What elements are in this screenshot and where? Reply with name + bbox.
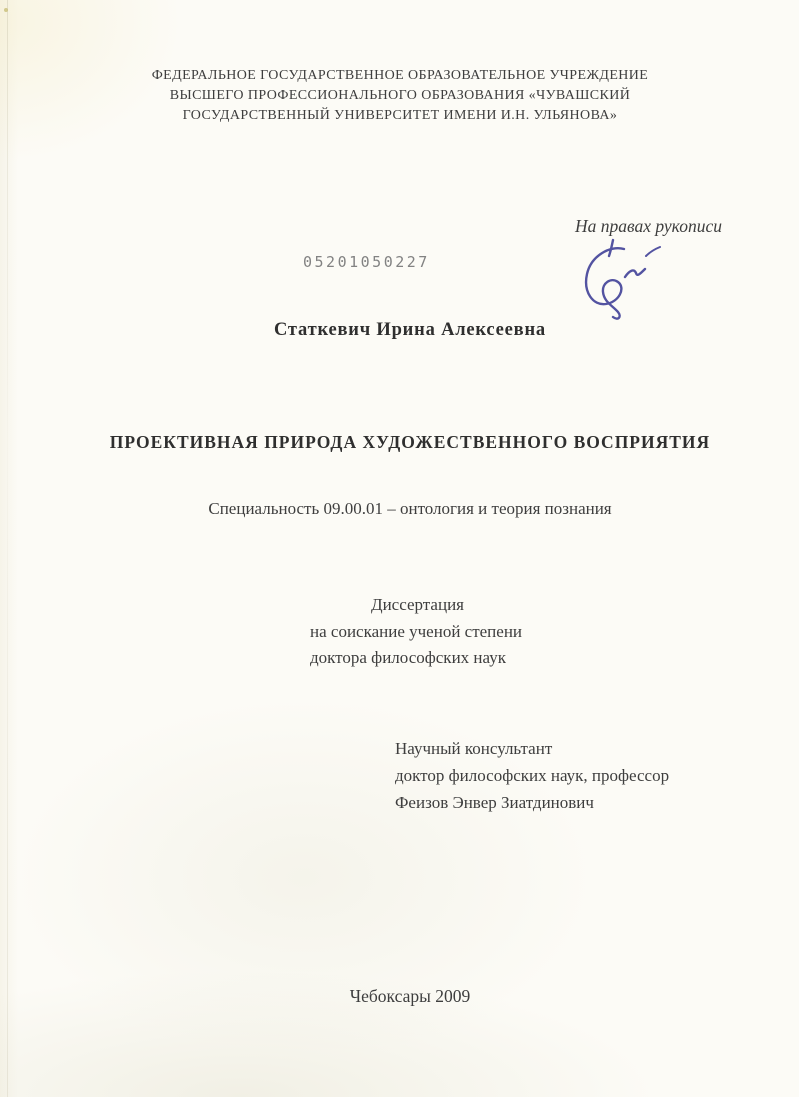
dissertation-block-line: Диссертация [370,595,464,614]
author-name: Статкевич Ирина Алексеевна [274,320,546,340]
dissertation-degree-block [310,592,525,672]
scan-edge-crease [7,0,8,1097]
consultant-block-line: доктор философских наук, профессор [395,766,670,785]
university-header-line: ГОСУДАРСТВЕННЫЙ УНИВЕРСИТЕТ ИМЕНИ И.Н. УЛЬЯНОВА» [182,108,618,123]
signature-handwriting-icon [566,236,671,324]
dissertation-block-line: на соискание ученой степени [310,621,523,641]
university-header-line: ФЕДЕРАЛЬНОЕ ГОСУДАРСТВЕННОЕ ОБРАЗОВАТЕЛЬНОЕ УЧРЕЖДЕНИЕ [151,68,649,83]
consultant-block-line: Феизов Энвер Зиатдинович [395,793,594,812]
specialty-line: Специальность 09.00.01 – онтология и теория познания [208,499,612,518]
consultant-block-line: Научный консультант [395,739,553,758]
registration-code: 05201050227 [303,253,430,271]
scientific-consultant-block [395,735,715,816]
dissertation-title: ПРОЕКТИВНАЯ ПРИРОДА ХУДОЖЕСТВЕННОГО ВОСПРИЯТИЯ [109,432,711,452]
manuscript-rights-note: На правах рукописи [575,216,722,236]
university-header [30,66,770,126]
city-year: Чебоксары 2009 [349,986,471,1006]
dissertation-block-line: доктора философских наук [310,648,506,667]
university-header-line: ВЫСШЕГО ПРОФЕССИОНАЛЬНОГО ОБРАЗОВАНИЯ «ЧУВАШСКИЙ [169,88,631,103]
scan-speck [4,8,8,12]
